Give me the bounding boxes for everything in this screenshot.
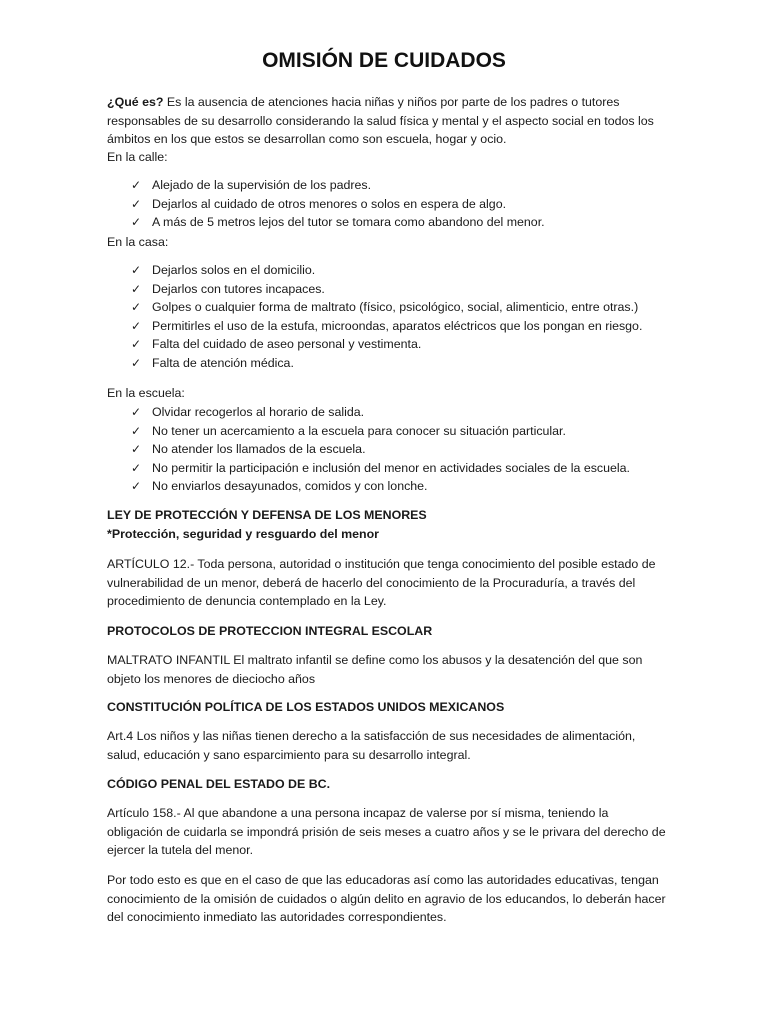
check-icon: ✓ <box>131 460 142 475</box>
check-icon: ✓ <box>131 300 142 315</box>
escuela-list <box>107 403 667 496</box>
check-icon: ✓ <box>131 423 142 438</box>
list-item: ✓ Golpes o cualquier forma de maltrato (físico, psicológico, social, alimenticio, entre otras.) <box>107 298 667 317</box>
list-item: ✓ No enviarlos desayunados, comidos y con lonche. <box>107 477 667 496</box>
conclusion-paragraph: Por todo esto es que en el caso de que las educadoras así como las autoridades educativas, tengan conocimiento de la omisión de cuidados o algún delito en agravio de los educandos, lo deberán hacer del conocimiento inmediato las autoridades correspondientes. <box>107 873 666 925</box>
ley-subheading: *Protección, seguridad y resguardo del menor <box>107 527 379 541</box>
constitucion-heading: CONSTITUCIÓN POLÍTICA DE LOS ESTADOS UNIDOS MEXICANOS <box>107 700 505 714</box>
list-item: ✓ No atender los llamados de la escuela. <box>107 440 667 459</box>
check-icon: ✓ <box>131 405 142 419</box>
calle-list <box>107 176 667 232</box>
articulo-158-paragraph: Artículo 158.- Al que abandone a una persona incapaz de valerse por sí misma, teniendo la obligación de cuidarla se impondrá prisión de seis meses a cuatro años y se le privara del derecho de ejercer la tutela del menor. <box>107 806 666 858</box>
list-item: ✓ Olvidar recogerlos al horario de salida. <box>107 403 667 422</box>
check-icon: ✓ <box>131 281 142 296</box>
check-icon: ✓ <box>131 178 142 192</box>
casa-list <box>107 261 667 373</box>
list-item: ✓ Dejarlos con tutores incapaces. <box>107 280 667 299</box>
check-icon: ✓ <box>131 355 142 370</box>
list-item: ✓ A más de 5 metros lejos del tutor se tomara como abandono del menor. <box>107 213 667 232</box>
protocolos-heading: PROTOCOLOS DE PROTECCION INTEGRAL ESCOLAR <box>107 624 433 638</box>
check-icon: ✓ <box>131 318 142 333</box>
list-item: ✓ Permitirles el uso de la estufa, microondas, aparatos eléctricos que los pongan en riesgo. <box>107 317 667 336</box>
check-icon: ✓ <box>131 337 142 352</box>
list-item: ✓ No tener un acercamiento a la escuela para conocer su situación particular. <box>107 422 667 441</box>
page-title: OMISIÓN DE CUIDADOS <box>262 49 506 72</box>
art4-paragraph: Art.4 Los niños y las niñas tienen derecho a la satisfacción de sus necesidades de alimentación, salud, educación y sano esparcimiento para su desarrollo integral. <box>107 729 636 762</box>
list-item: ✓ Dejarlos solos en el domicilio. <box>107 261 667 280</box>
list-item: ✓ Dejarlos al cuidado de otros menores o solos en espera de algo. <box>107 195 667 214</box>
list-item: ✓ Alejado de la supervisión de los padres. <box>107 176 667 195</box>
check-icon: ✓ <box>131 215 142 230</box>
check-icon: ✓ <box>131 196 142 211</box>
intro-label: ¿Qué es? <box>107 95 164 109</box>
check-icon: ✓ <box>131 442 142 457</box>
list-item: ✓ Falta de atención médica. <box>107 354 667 373</box>
list-item: ✓ Falta del cuidado de aseo personal y vestimenta. <box>107 335 667 354</box>
calle-heading: En la calle: <box>107 150 168 164</box>
check-icon: ✓ <box>131 479 142 494</box>
escuela-heading: En la escuela: <box>107 386 185 400</box>
maltrato-paragraph: MALTRATO INFANTIL El maltrato infantil se define como los abusos y la desatención del que son objeto los menores de dieciocho años <box>107 653 643 686</box>
list-item: ✓ No permitir la participación e inclusión del menor en actividades sociales de la escuela. <box>107 459 667 478</box>
articulo-12-paragraph: ARTÍCULO 12.- Toda persona, autoridad o institución que tenga conocimiento del posible estado de vulnerabilidad de un menor, deberá de hacerlo del conocimiento de la Procuraduría, a través del procedimiento de denuncia contemplado en la Ley. <box>107 557 656 609</box>
intro-text: Es la ausencia de atenciones hacia niñas y niños por parte de los padres o tutores responsables de su desarrollo considerando la salud física y mental y el aspecto social en todos los ámbitos en los que estos se desarrollan como son escuela, hogar y ocio. <box>107 95 654 147</box>
ley-heading: LEY DE PROTECCIÓN Y DEFENSA DE LOS MENORES <box>107 508 427 522</box>
intro-paragraph <box>107 93 667 149</box>
casa-heading: En la casa: <box>107 235 169 249</box>
codigo-heading: CÓDIGO PENAL DEL ESTADO DE BC. <box>107 777 331 791</box>
check-icon: ✓ <box>131 263 142 277</box>
